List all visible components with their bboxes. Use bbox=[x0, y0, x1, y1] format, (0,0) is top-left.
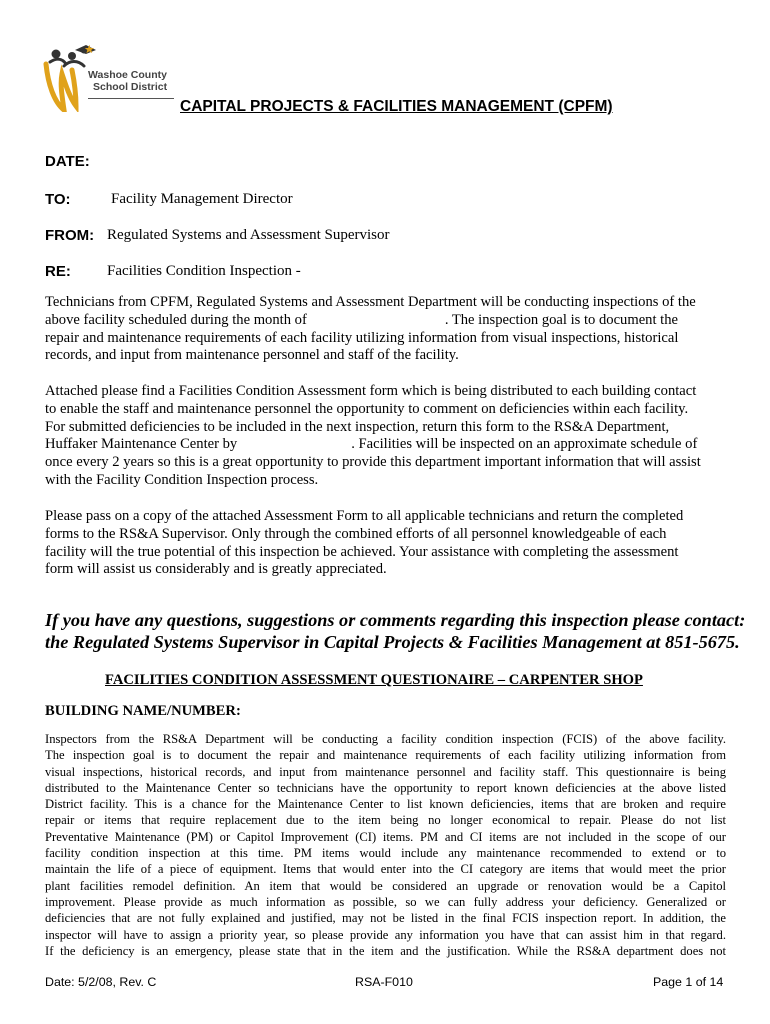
footer-form-number: RSA-F010 bbox=[355, 975, 413, 989]
from-value: Regulated Systems and Assessment Supervisor bbox=[107, 227, 390, 243]
text-line: The inspection goal is to document the repair and maintenance requirements of each facility utilizing information from bbox=[45, 748, 726, 763]
text-line: inspector will have to assign a priority year, so please provide any information you have that can assist him in that regard. bbox=[45, 927, 726, 942]
page-title: CAPITAL PROJECTS & FACILITIES MANAGEMENT (CPFM) bbox=[180, 98, 613, 115]
text-line: to enable the staff and maintenance personnel the opportunity to comment on deficiencies within each facility. bbox=[45, 400, 689, 417]
text-line: plant facilities remodel definition. An item that would be considered an upgrade or renovation would be a Capitol bbox=[45, 878, 726, 893]
text-line: deficiencies that are not fully explained and justified, may not be listed in the final FCIS inspection report. In addition, the bbox=[45, 911, 726, 926]
text-segment: . The inspection goal is to document the bbox=[444, 311, 678, 328]
text-line: Inspectors from the RS&A Department will be conducting a facility condition inspection (FCIS) of the above facility. bbox=[45, 732, 726, 746]
instructions-paragraph bbox=[45, 508, 729, 579]
contact-line: the Regulated Systems Supervisor in Capital Projects & Facilities Management at 851-5675. bbox=[45, 632, 740, 652]
text-line: distributed to the Maintenance Center so technicians have the opportunity to report known deficiencies at the above listed bbox=[45, 780, 726, 795]
text-line: records, and input from maintenance personnel and staff of the facility. bbox=[45, 347, 459, 364]
footer-page-number: Page 1 of 14 bbox=[653, 975, 724, 989]
memo-to-row bbox=[45, 191, 293, 209]
text-segment: . Facilities will be inspected on an approximate schedule of bbox=[351, 436, 698, 453]
text-segment: above facility scheduled during the month of bbox=[45, 311, 307, 328]
text-line: facility condition inspection at this time. PM items would include any maintenance recommended to extend or to bbox=[45, 846, 726, 861]
logo-text-line1: Washoe County bbox=[88, 69, 167, 81]
text-line: Preventative Maintenance (PM) or Capitol Improvement (CI) items. PM and CI items are not included in the scope of our bbox=[45, 829, 726, 844]
re-label: RE: bbox=[45, 263, 71, 280]
text-line: visual inspections, historical records, and input from maintenance personnel and facility staff. This questionnaire is being bbox=[45, 764, 726, 779]
district-logo bbox=[42, 44, 177, 112]
text-line: Attached please find a Facilities Condition Assessment form which is being distributed to each building contact bbox=[45, 383, 697, 399]
questionnaire-title: FACILITIES CONDITION ASSESSMENT QUESTIONAIRE – CARPENTER SHOP bbox=[105, 672, 643, 688]
text-line: Please pass on a copy of the attached Assessment Form to all applicable technicians and return the completed bbox=[45, 508, 684, 524]
text-line: For submitted deficiencies to be included in the next inspection, return this form to the RS&A Department, bbox=[45, 418, 670, 435]
to-label: TO: bbox=[45, 191, 71, 208]
text-line bbox=[45, 436, 729, 454]
questionnaire-instructions bbox=[45, 731, 726, 959]
re-value: Facilities Condition Inspection - bbox=[107, 263, 301, 279]
text-line: repair and maintenance requirements of each facility utilizing information from visual inspections, historical bbox=[45, 329, 679, 346]
from-label: FROM: bbox=[45, 227, 95, 244]
text-line: improvement. Please provide as much information as possible, so we can fully address your deficiency. Generalized or bbox=[45, 894, 726, 909]
date-label: DATE: bbox=[45, 153, 90, 170]
to-value: Facility Management Director bbox=[111, 191, 293, 207]
attachment-paragraph bbox=[45, 383, 729, 490]
footer-date: Date: 5/2/08, Rev. C bbox=[45, 975, 157, 989]
text-line: form will assist us considerably and is greatly appreciated. bbox=[45, 561, 387, 578]
text-line: repair or items that require replacement due to the item being no longer economical to repair. Please do not list bbox=[45, 813, 726, 828]
contact-line: If you have any questions, suggestions or comments regarding this inspection please contact: bbox=[45, 610, 746, 630]
text-segment: Huffaker Maintenance Center by bbox=[45, 436, 238, 453]
text-line: District facility. This is a chance for the Maintenance Center to list known deficiencies, items that are broken and require bbox=[45, 797, 726, 812]
contact-notice bbox=[45, 609, 745, 653]
memo-re-row bbox=[45, 263, 301, 281]
text-line: with the Facility Condition Inspection process. bbox=[45, 471, 319, 488]
text-line: once every 2 years so this is a great opportunity to provide this department important information that will assist bbox=[45, 454, 701, 471]
intro-paragraph bbox=[45, 294, 729, 365]
text-line: facility will the true potential of this inspection be achieved. Your assistance with completing the assessment bbox=[45, 543, 679, 560]
text-line: maintain the life of a piece of equipment. Items that would enter into the CI category are items that would meet the prior bbox=[45, 862, 726, 877]
text-line bbox=[45, 312, 729, 330]
text-line: If the deficiency is an emergency, please state that in the item and the justification. While the RS&A department does not bbox=[45, 943, 726, 958]
text-line: Technicians from CPFM, Regulated Systems and Assessment Department will be conducting inspections of the bbox=[45, 294, 696, 310]
building-name-label: BUILDING NAME/NUMBER: bbox=[45, 703, 241, 719]
text-line: forms to the RS&A Supervisor. Only through the combined efforts of all personnel knowledgeable of each bbox=[45, 525, 667, 542]
memo-from-row bbox=[45, 227, 390, 245]
memo-date-row bbox=[45, 153, 90, 171]
logo-text-line2: School District bbox=[93, 81, 168, 93]
header-divider bbox=[88, 98, 174, 99]
